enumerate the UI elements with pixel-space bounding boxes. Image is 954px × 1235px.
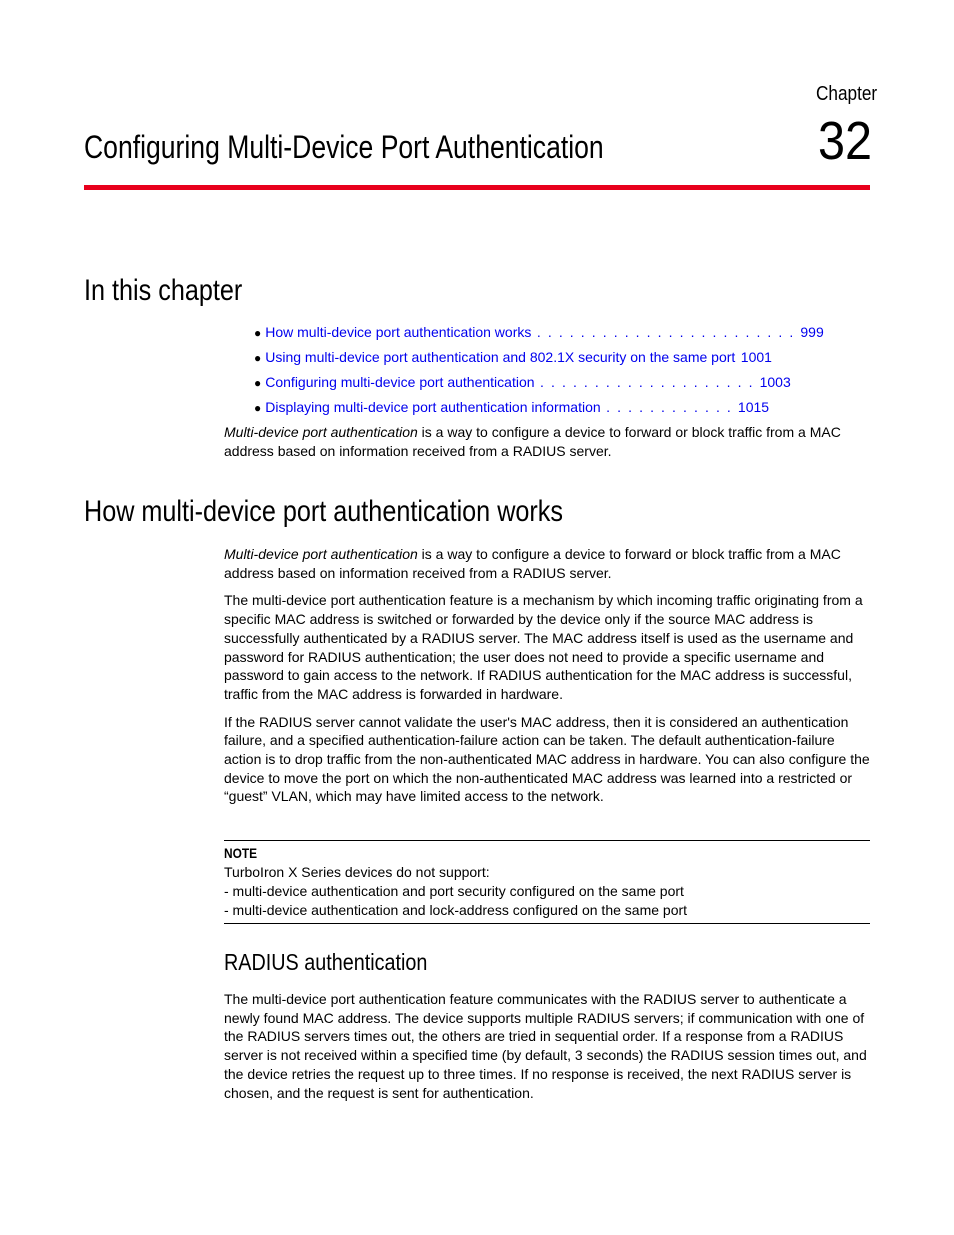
- intro-text: is a way to configure a device to forward or block traffic from a MAC address based on information received from a RADIUS server.: [224, 424, 841, 459]
- note-line: - multi-device authentication and port security configured on the same port: [224, 883, 684, 899]
- chapter-intro: [224, 423, 870, 460]
- toc-item-leader: . . . . . . . . . . . .: [600, 399, 738, 415]
- toc-item-label[interactable]: Using multi-device port authentication and 802.1X security on the same port: [265, 349, 736, 365]
- toc-item-page[interactable]: 1015: [737, 399, 770, 415]
- in-this-chapter-heading: In this chapter: [84, 274, 243, 307]
- note-line: TurboIron X Series devices do not support:: [224, 864, 490, 880]
- how-it-works-body: [224, 545, 870, 806]
- radius-p1-text: The multi-device port authentication feature communicates with the RADIUS server to authenticate a newly found MAC address. The device supports multiple RADIUS servers; if communication with one of the RADIUS servers times out, the others are tried in sequential order. If a response from a RADIUS server is not received within a specified time (by default, 3 seconds) the RADIUS session times out, and the device retries the request up to three times. If no response is received, the next RADIUS server is chosen, and the request is sent for authentication.: [224, 991, 867, 1101]
- bullet-icon: ●: [254, 326, 262, 340]
- toc-item-leader: . . . . . . . . . . . . . . . . . . . .: [534, 374, 760, 390]
- p1-text: is a way to configure a device to forward or block traffic from a MAC address based on information received from a RADIUS server.: [224, 546, 841, 581]
- toc-item-page[interactable]: 999: [800, 324, 824, 340]
- chapter-label: Chapter: [815, 83, 877, 105]
- note-title: NOTE: [224, 845, 258, 861]
- p1-term: Multi-device port authentication: [224, 546, 418, 562]
- p3-text: If the RADIUS server cannot validate the user's MAC address, then it is considered an authentication failure, and a specified authentication-failure action can be taken. The default authentication-failure action is to drop traffic from the non-authenticated MAC address in hardware. You can also configure the device to move the port on which the non-authenticated MAC address was learned into a restricted or “guest” VLAN, which may have limited access to the network.: [224, 713, 870, 805]
- p2-text: The multi-device port authentication feature is a mechanism by which incoming traffic originating from a specific MAC address is switched or forwarded by the device only if the source MAC address is successfully authenticated by a RADIUS server. The MAC address itself is used as the username and password for RADIUS authentication; the user does not need to provide a specific username and password to gain access to the network. If RADIUS authentication for the MAC address is successful, traffic from the MAC address is forwarded in hardware.: [224, 592, 863, 702]
- chapter-title-rule: [84, 185, 870, 190]
- radius-heading: RADIUS authentication: [224, 949, 428, 975]
- toc-item-leader: . . . . . . . . . . . . . . . . . . . . . . . .: [531, 324, 801, 340]
- chapter-title: Configuring Multi-Device Port Authentication: [84, 129, 604, 165]
- intro-term: Multi-device port authentication: [224, 424, 418, 440]
- radius-body: [224, 990, 870, 1102]
- chapter-toc: [254, 322, 854, 422]
- toc-item[interactable]: [254, 347, 854, 372]
- how-it-works-heading: How multi-device port authentication works: [84, 495, 564, 528]
- toc-item-label[interactable]: How multi-device port authentication works: [265, 324, 532, 340]
- toc-item[interactable]: [254, 372, 854, 397]
- chapter-number: 32: [817, 111, 872, 171]
- toc-item[interactable]: [254, 397, 854, 422]
- toc-item[interactable]: [254, 322, 854, 347]
- toc-item-label[interactable]: Configuring multi-device port authentication: [265, 374, 535, 390]
- note-line: - multi-device authentication and lock-address configured on the same port: [224, 902, 688, 918]
- note-box: [224, 840, 870, 924]
- bullet-icon: ●: [254, 351, 262, 365]
- toc-item-page[interactable]: 1003: [759, 374, 791, 390]
- bullet-icon: ●: [254, 401, 262, 415]
- bullet-icon: ●: [254, 376, 262, 390]
- toc-item-page[interactable]: 1001: [740, 349, 772, 365]
- toc-item-label[interactable]: Displaying multi-device port authentication information: [265, 399, 601, 415]
